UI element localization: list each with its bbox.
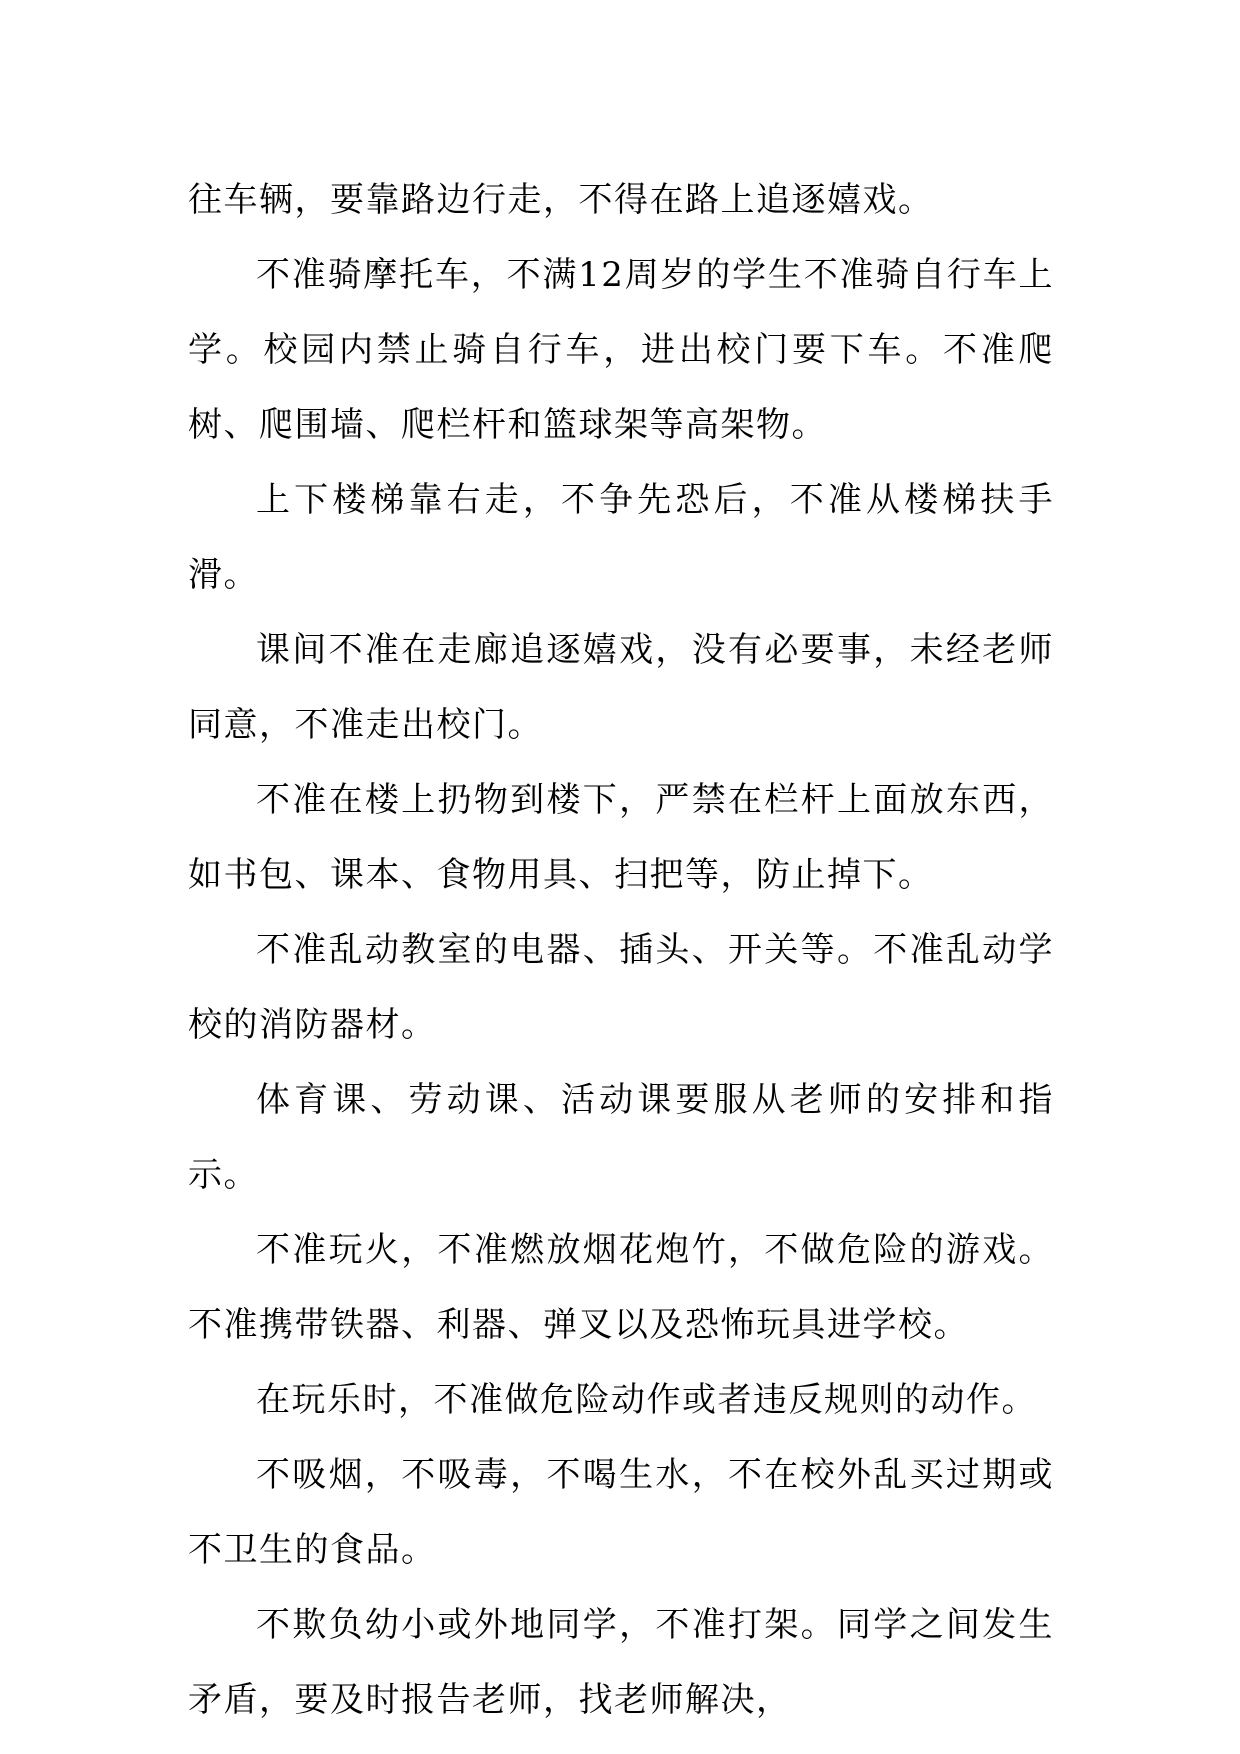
paragraph: 不准骑摩托车，不满12周岁的学生不准骑自行车上学。校园内禁止骑自行车，进出校门要下车。不准爬树、爬围墙、爬栏杆和篮球架等高架物。 <box>188 255 1054 445</box>
paragraph: 不准在楼上扔物到楼下，严禁在栏杆上面放东西，如书包、课本、食物用具、扫把等，防止掉下。 <box>188 780 1054 895</box>
paragraph: 在玩乐时，不准做危险动作或者违反规则的动作。 <box>256 1380 1037 1420</box>
paragraph: 不准玩火，不准燃放烟花炮竹，不做危险的游戏。不准携带铁器、利器、弹叉以及恐怖玩具进学校。 <box>188 1230 1054 1345</box>
paragraph: 不吸烟，不吸毒，不喝生水，不在校外乱买过期或不卫生的食品。 <box>188 1455 1054 1570</box>
paragraph: 不准乱动教室的电器、插头、开关等。不准乱动学校的消防器材。 <box>188 930 1054 1045</box>
document-body <box>188 163 1054 1738</box>
paragraph: 不欺负幼小或外地同学，不准打架。同学之间发生矛盾，要及时报告老师，找老师解决， <box>188 1605 1054 1720</box>
paragraph: 课间不准在走廊追逐嬉戏，没有必要事，未经老师同意，不准走出校门。 <box>188 630 1054 745</box>
paragraph: 上下楼梯靠右走，不争先恐后，不准从楼梯扶手滑。 <box>188 480 1054 595</box>
paragraph-continuation: 往车辆，要靠路边行走，不得在路上追逐嬉戏。 <box>188 180 934 220</box>
paragraph: 体育课、劳动课、活动课要服从老师的安排和指示。 <box>188 1080 1054 1195</box>
